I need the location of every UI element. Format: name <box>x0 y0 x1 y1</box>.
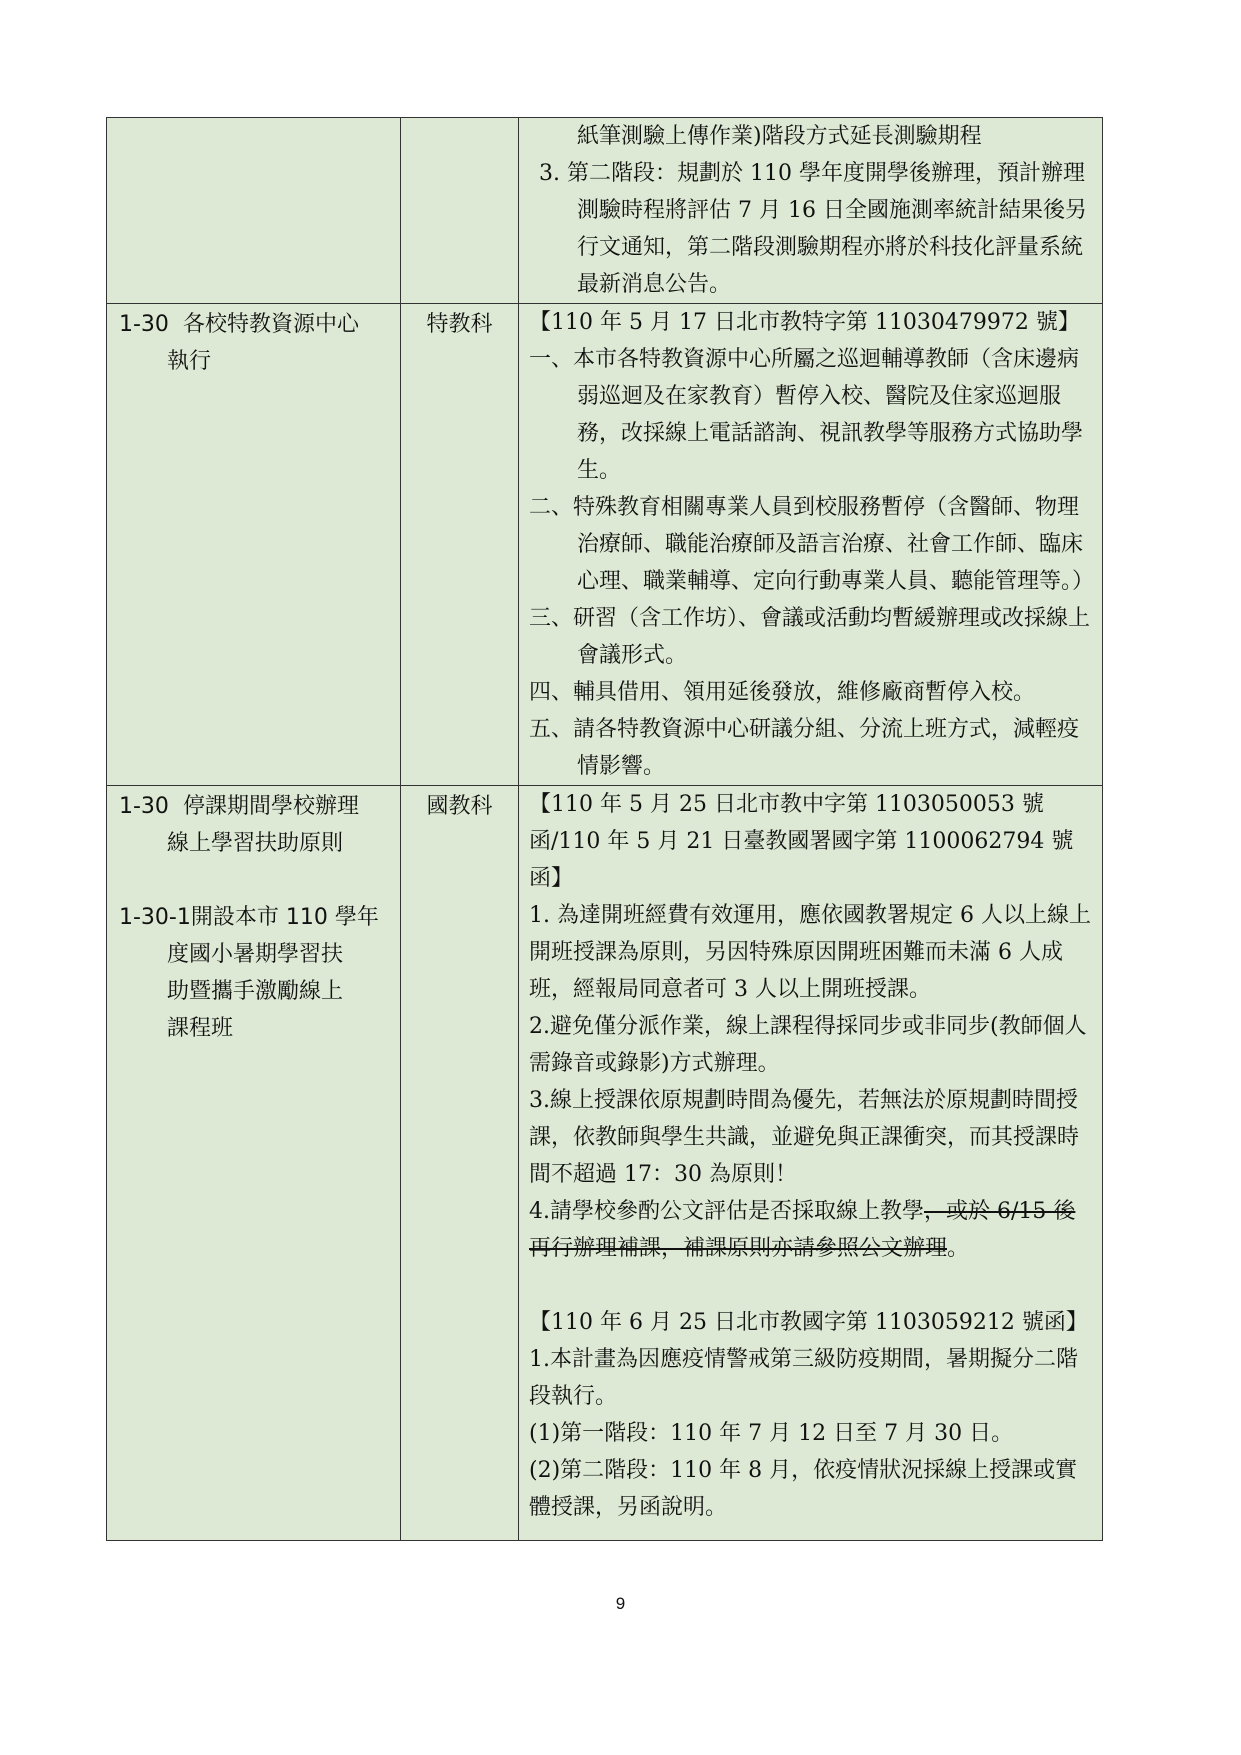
topic-text-cont: 線上學習扶助原則 <box>167 831 344 856</box>
paragraph-text: 4.請學校參酌公文評估是否採取線上教學 <box>529 1199 924 1224</box>
content-item: 五、請各特教資源中心研議分組、分流上班方式，減輕疫情影響。 <box>529 717 1080 779</box>
topic-cell <box>107 786 401 1541</box>
content-paragraph <box>529 1193 1092 1267</box>
content-cell <box>519 786 1103 1541</box>
subtopic-title <box>119 899 392 936</box>
subtopic-number: 1-30-1 <box>119 905 191 930</box>
struck-text: ，或於 6/15 後再行辦理補課，補課原則亦請參照公文辦理 <box>529 1199 1076 1261</box>
topic-title <box>119 306 392 343</box>
topic-text: 停課期間學校辦理 <box>182 794 359 819</box>
subtopic-text-cont: 度國小暑期學習扶 <box>167 942 344 967</box>
spacer <box>119 862 392 899</box>
content-item: 三、研習（含工作坊）、會議或活動均暫緩辦理或改採線上會議形式。 <box>529 606 1091 668</box>
dept-cell: 特教科 <box>401 304 519 786</box>
content-paragraph: 1.本計畫為因應疫情警戒第三級防疫期間，暑期擬分二階段執行。 <box>529 1347 1078 1409</box>
content-item: 3. 第二階段：規劃於 110 學年度開學後辦理，預計辦理測驗時程將評估 7 月 16 日全國施測率統計結果後另行文通知，第二階段測驗期程亦將於科技化評量系統最新消息公告。 <box>539 161 1087 297</box>
spacer <box>529 1267 1092 1304</box>
table-row <box>107 786 1103 1541</box>
topic-text-cont: 執行 <box>167 349 212 374</box>
topic-cell <box>107 118 401 304</box>
table-row <box>107 118 1103 304</box>
content-cell <box>519 304 1103 786</box>
topic-number: 1-30 <box>119 794 169 819</box>
subtopic-text: 開設本市 110 學年 <box>190 905 379 930</box>
content-item: 四、輔具借用、領用延後發放，維修廠商暫停入校。 <box>529 680 1036 705</box>
content-paragraph: (2)第二階段：110 年 8 月，依疫情狀況採線上授課或實體授課，另函說明。 <box>529 1458 1078 1520</box>
reference-line: 【110 年 6 月 25 日北市教國字第 1103059212 號函】 <box>529 1310 1088 1335</box>
spacer <box>529 1526 1092 1540</box>
document-table <box>106 117 1103 1541</box>
content-item: 二、特殊教育相關專業人員到校服務暫停（含醫師、物理治療師、職能治療師及語言治療、社會工作師、臨床心理、職業輔導、定向行動專業人員、聽能管理等。） <box>529 495 1095 594</box>
topic-number: 1-30 <box>119 312 169 337</box>
page-number: 9 <box>615 1594 626 1613</box>
subtopic-text-cont: 課程班 <box>167 1016 234 1041</box>
content-paragraph: 2.避免僅分派作業，線上課程得採同步或非同步(教師個人需錄音或錄影)方式辦理。 <box>529 1014 1087 1076</box>
subtopic-text-cont: 助暨攜手激勵線上 <box>167 979 344 1004</box>
content-line: 紙筆測驗上傳作業)階段方式延長測驗期程 <box>577 124 982 149</box>
dept-cell <box>401 118 519 304</box>
dept-cell: 國教科 <box>401 786 519 1541</box>
paragraph-end: 。 <box>947 1236 970 1261</box>
reference-line: 【110 年 5 月 25 日北市教中字第 1103050053 號函/110 年 5 月 21 日臺教國署國字第 1100062794 號函】 <box>529 792 1074 891</box>
table-row <box>107 304 1103 786</box>
content-item: 一、本市各特教資源中心所屬之巡迴輔導教師（含床邊病弱巡迴及在家教育）暫停入校、醫院及住家巡迴服務，改採線上電話諮詢、視訊教學等服務方式協助學生。 <box>529 347 1084 483</box>
content-paragraph: 3.線上授課依原規劃時間為優先，若無法於原規劃時間授課，依教師與學生共識，並避免與正課衝突，而其授課時間不超過 17：30 為原則！ <box>529 1088 1080 1187</box>
topic-title <box>119 788 392 825</box>
topic-cell <box>107 304 401 786</box>
reference-line: 【110 年 5 月 17 日北市教特字第 11030479972 號】 <box>529 310 1080 335</box>
content-cell <box>519 118 1103 304</box>
topic-text: 各校特教資源中心 <box>182 312 359 337</box>
content-paragraph: 1. 為達開班經費有效運用，應依國教署規定 6 人以上線上開班授課為原則，另因特殊原因開班困難而未滿 6 人成班，經報局同意者可 3 人以上開班授課。 <box>529 903 1091 1002</box>
content-paragraph: (1)第一階段：110 年 7 月 12 日至 7 月 30 日。 <box>529 1421 1014 1446</box>
